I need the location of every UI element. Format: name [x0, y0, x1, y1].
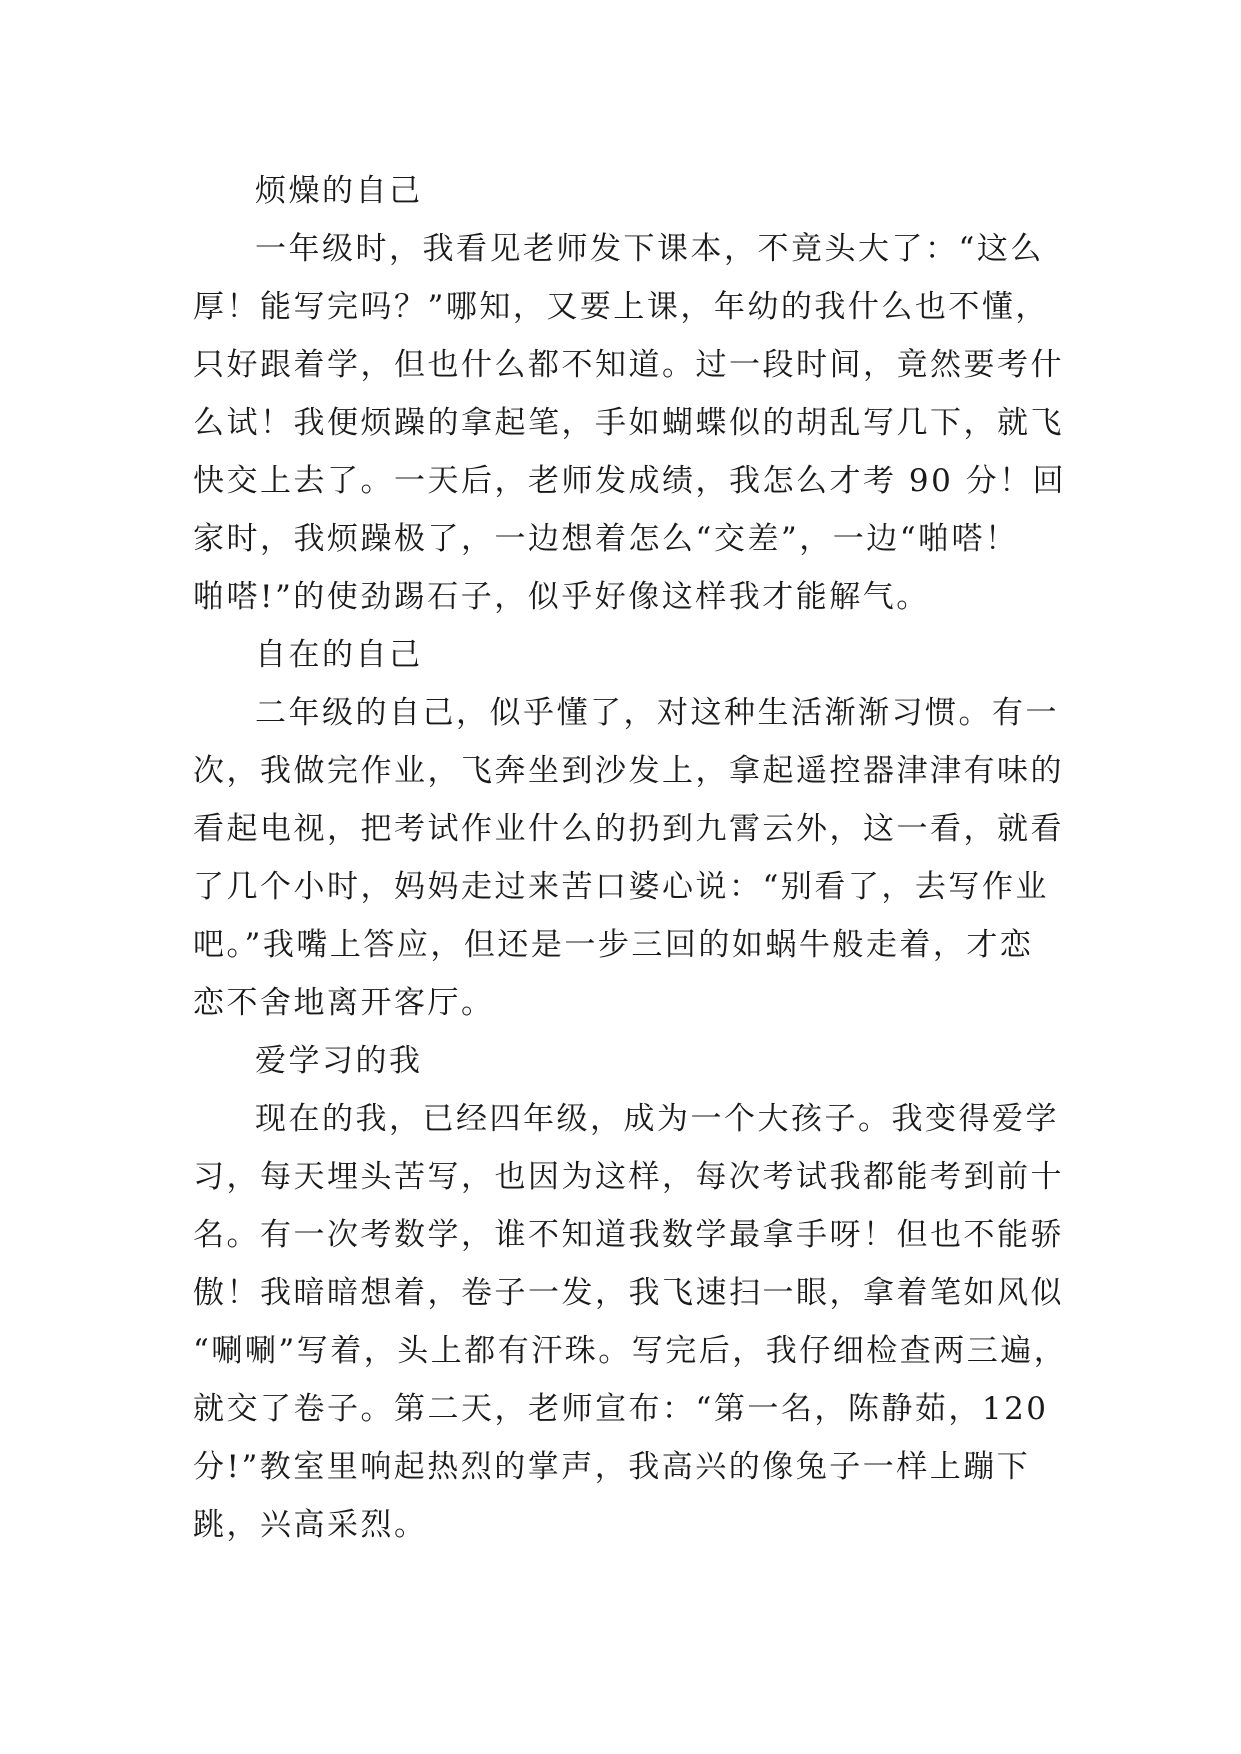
paragraph-line: 跳，兴高采烈。 [193, 1507, 428, 1543]
section-heading: 自在的自己 [255, 637, 423, 673]
paragraph-line: 一年级时，我看见老师发下课本，不竟头大了：“这么 [255, 231, 1044, 267]
paragraph-line: 名。有一次考数学，谁不知道我数学最拿手呀！但也不能骄 [193, 1217, 1064, 1253]
paragraph-line: “唰唰”写着，头上都有汗珠。写完后，我仔细检查两三遍， [193, 1333, 1068, 1369]
paragraph-line: 次，我做完作业，飞奔坐到沙发上，拿起遥控器津津有味的 [193, 753, 1064, 789]
paragraph-line: 就交了卷子。第二天，老师宣布：“第一名，陈静茹，120 [193, 1391, 1049, 1427]
paragraph-line: 只好跟着学，但也什么都不知道。过一段时间，竟然要考什 [193, 347, 1064, 383]
paragraph-line: 二年级的自己，似乎懂了，对这种生活渐渐习惯。有一 [255, 695, 1059, 731]
paragraph-line: 分!”教室里响起热烈的掌声，我高兴的像兔子一样上蹦下 [193, 1449, 1031, 1485]
section-heading: 爱学习的我 [255, 1043, 423, 1079]
paragraph-line: 现在的我，已经四年级，成为一个大孩子。我变得爱学 [255, 1101, 1059, 1137]
paragraph-line: 傲！我暗暗想着，卷子一发，我飞速扫一眼，拿着笔如风似 [193, 1275, 1064, 1311]
paragraph-line: 么试！我便烦躁的拿起笔，手如蝴蝶似的胡乱写几下，就飞 [193, 405, 1064, 441]
paragraph-line: 看起电视，把考试作业什么的扔到九霄云外，这一看，就看 [193, 811, 1064, 847]
paragraph-line: 了几个小时，妈妈走过来苦口婆心说：“别看了，去写作业 [193, 869, 1049, 905]
paragraph-line: 家时，我烦躁极了，一边想着怎么“交差”，一边“啪嗒！ [193, 521, 1019, 557]
section-heading: 烦燥的自己 [255, 173, 423, 209]
paragraph-line: 习，每天埋头苦写，也因为这样，每次考试我都能考到前十 [193, 1159, 1064, 1195]
paragraph-line: 厚！能写完吗？”哪知，又要上课，年幼的我什么也不懂， [193, 289, 1049, 325]
paragraph-line: 吧。”我嘴上答应，但还是一步三回的如蜗牛般走着，才恋 [193, 927, 1034, 963]
paragraph-line: 快交上去了。一天后，老师发成绩，我怎么才考 90 分！回 [193, 463, 1067, 499]
document-body [193, 162, 1068, 1554]
paragraph-line: 啪嗒!”的使劲踢石子，似乎好像这样我才能解气。 [193, 579, 930, 615]
paragraph-line: 恋不舍地离开客厅。 [193, 985, 495, 1021]
